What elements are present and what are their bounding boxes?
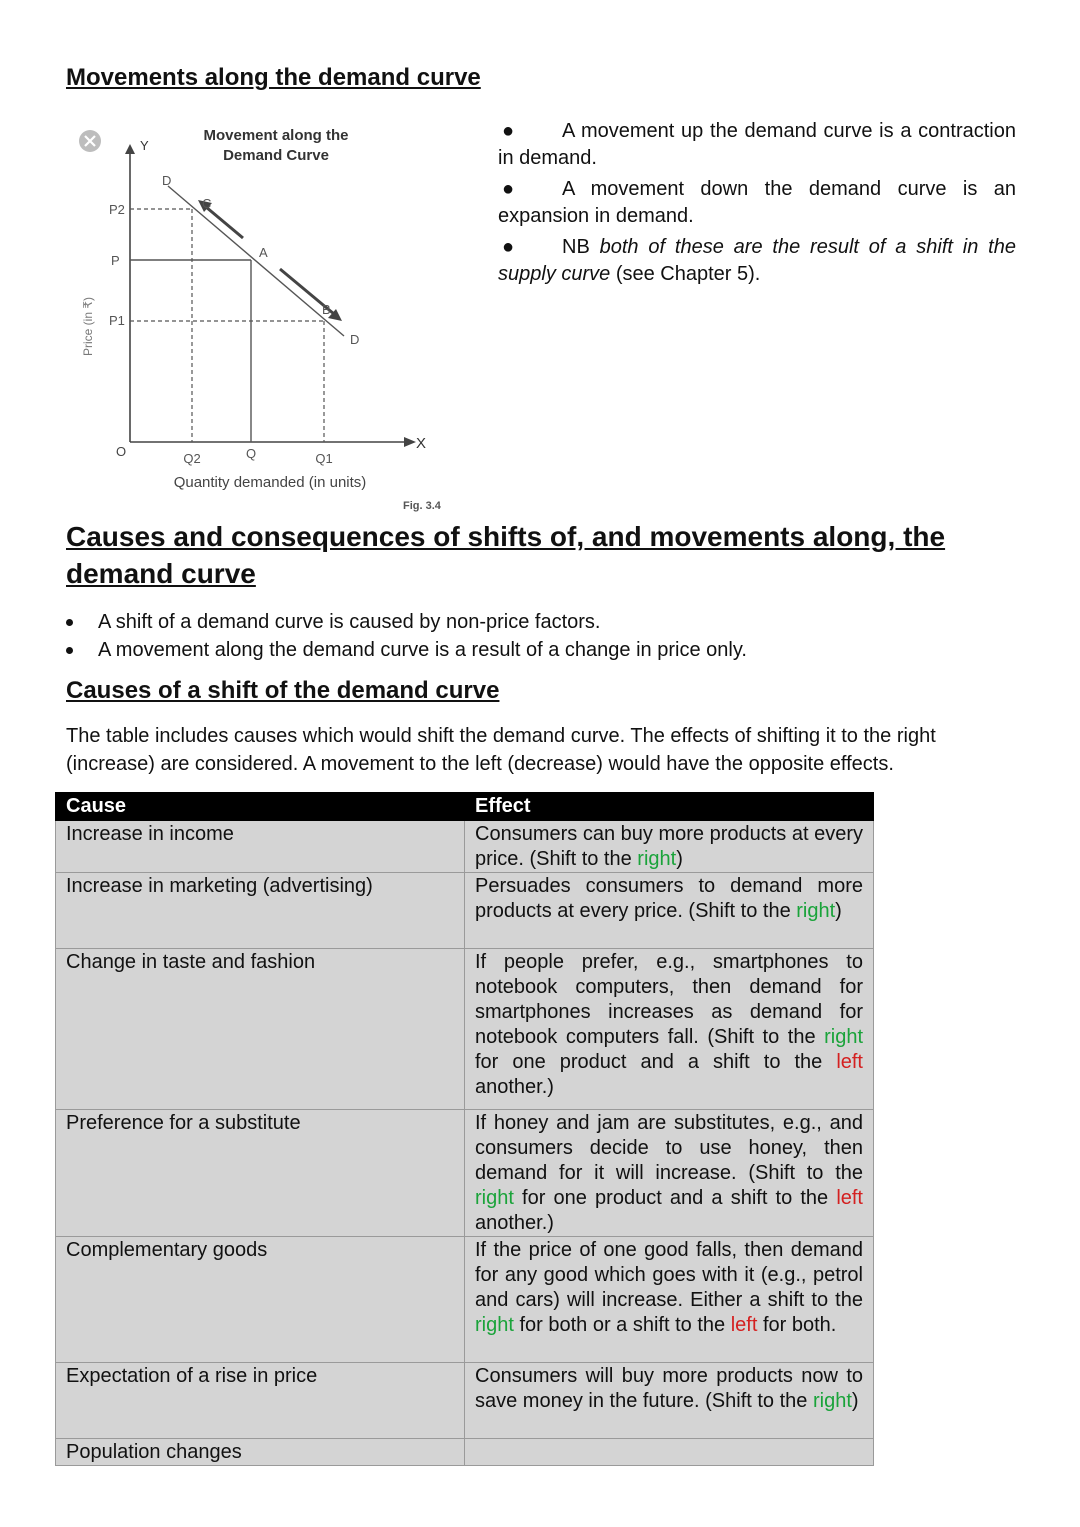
table-header-row <box>56 793 874 821</box>
effect-cell <box>465 1363 874 1439</box>
price-label-p: P <box>111 253 120 268</box>
causes-table <box>55 792 874 1466</box>
y-axis-letter: Y <box>140 138 149 153</box>
effect-cell <box>465 1237 874 1363</box>
effect-cell <box>465 821 874 873</box>
effect-cell <box>465 1439 874 1466</box>
bullet-dot: ● <box>502 236 515 258</box>
table-row <box>56 873 874 949</box>
section-heading-causes-consequences: Causes and consequences of shifts of, and movements along, the demand curve <box>66 521 946 589</box>
cause-cell: Expectation of a rise in price <box>56 1363 465 1439</box>
effect-text: for one product and a shift to the <box>475 1051 837 1073</box>
x-axis-letter: X <box>416 435 427 452</box>
bullet-text: A movement up the demand curve is a contraction in demand. <box>498 120 1016 169</box>
effect-cell <box>465 873 874 949</box>
cause-cell: Complementary goods <box>56 1237 465 1363</box>
bullet-text-suffix: (see Chapter 5). <box>610 263 761 285</box>
bullet-text-italic: both of these are the result of a shift in the supply curve <box>498 236 1016 285</box>
curve-label-top: D <box>162 173 172 188</box>
effect-right-text: right <box>812 1390 852 1412</box>
list-item: A movement along the demand curve is a result of a change in price only. <box>66 636 747 664</box>
table-row <box>56 1363 874 1439</box>
point-label-b: B <box>322 302 331 317</box>
point-label-a: A <box>259 245 268 260</box>
effect-text: If the price of one good falls, then demand for any good which goes with it (e.g., petrol and cars) will increase. Either a shift to the <box>475 1239 863 1311</box>
demand-curve-figure <box>58 112 478 512</box>
table-row <box>56 821 874 873</box>
movement-bullet <box>498 118 1016 172</box>
x-axis-arrow <box>404 437 416 447</box>
movement-bullets <box>498 118 1016 292</box>
header-effect: Effect <box>465 793 874 821</box>
effect-right-text: right <box>475 1187 514 1209</box>
figure-caption: Fig. 3.4 <box>403 500 441 512</box>
effect-right-text: right <box>796 900 836 922</box>
effect-right-text: right <box>475 1314 514 1336</box>
effect-text: another.) <box>475 1076 554 1098</box>
cause-cell: Population changes <box>56 1439 465 1466</box>
figure-title-line2: Demand Curve <box>223 147 329 164</box>
effect-text: Consumers will buy more products now to save money in the future. (Shift to the <box>475 1365 863 1412</box>
curve-label-bottom: D <box>350 332 360 347</box>
movement-bullet <box>498 234 1016 288</box>
bullet-dot: ● <box>502 178 515 200</box>
effect-text: Persuades consumers to demand more products at every price. (Shift to the <box>475 875 863 922</box>
effect-left-text: left <box>836 1051 863 1073</box>
x-axis-label: Quantity demanded (in units) <box>173 474 367 491</box>
section-heading-causes-shift: Causes of a shift of the demand curve <box>66 677 500 704</box>
bullet-text: A movement down the demand curve is an expansion in demand. <box>498 178 1016 227</box>
bullet-dot: ● <box>502 120 515 142</box>
cause-cell: Increase in income <box>56 821 465 873</box>
effect-text: If honey and jam are substitutes, e.g., and consumers decide to use honey, then demand for it will increase. (Shift to the <box>475 1112 863 1184</box>
y-axis-arrow <box>125 144 135 154</box>
cause-cell: Increase in marketing (advertising) <box>56 873 465 949</box>
effect-text: for one product and a shift to the <box>513 1187 837 1209</box>
cause-cell: Preference for a substitute <box>56 1110 465 1237</box>
quantity-label-q: Q <box>245 446 257 461</box>
movement-bullet <box>498 176 1016 230</box>
table-row <box>56 1439 874 1466</box>
demand-curve-diagram <box>58 112 478 512</box>
effect-right-text: right <box>824 1026 863 1048</box>
quantity-label-q1: Q1 <box>315 451 333 466</box>
shift-bullet-list <box>66 608 747 664</box>
figure-title-line1: Movement along the <box>203 127 349 144</box>
quantity-label-q2: Q2 <box>183 451 201 466</box>
effect-text: ) <box>676 848 683 870</box>
origin-label: O <box>116 444 127 459</box>
price-label-p2: P2 <box>109 202 125 217</box>
y-axis-label: Price (in ₹) <box>81 297 95 356</box>
cause-cell: Change in taste and fashion <box>56 949 465 1110</box>
effect-text: ) <box>851 1390 859 1412</box>
effect-left-text: left <box>836 1187 863 1209</box>
effect-text: Consumers can buy more products at every price. (Shift to the <box>475 823 863 870</box>
effect-text: ) <box>835 900 842 922</box>
intro-paragraph: The table includes causes which would shift the demand curve. The effects of shifting it to the right (increase) are considered. A movement to the left (decrease) would have the opposite effects. <box>66 725 936 775</box>
header-cause: Cause <box>56 793 465 821</box>
bullet-text-prefix: NB <box>562 236 600 258</box>
price-label-p1: P1 <box>109 313 125 328</box>
effect-cell <box>465 949 874 1110</box>
effect-text: If people prefer, e.g., smartphones to notebook computers, then demand for smartphones increases as demand for notebook computers fall. (Shift to the <box>475 951 863 1048</box>
effect-right-text: right <box>637 848 677 870</box>
table-row <box>56 949 874 1110</box>
point-label-c: C <box>202 196 212 211</box>
effect-left-text: left <box>730 1314 758 1336</box>
effect-cell <box>465 1110 874 1237</box>
table-row <box>56 1110 874 1237</box>
effect-text: for both or a shift to the <box>513 1314 731 1336</box>
effect-text: another.) <box>475 1212 554 1234</box>
demand-curve <box>168 186 344 336</box>
list-item: A shift of a demand curve is caused by non-price factors. <box>66 608 747 636</box>
table-row <box>56 1237 874 1363</box>
section-heading-movements: Movements along the demand curve <box>66 64 481 91</box>
effect-text: for both. <box>757 1314 837 1336</box>
